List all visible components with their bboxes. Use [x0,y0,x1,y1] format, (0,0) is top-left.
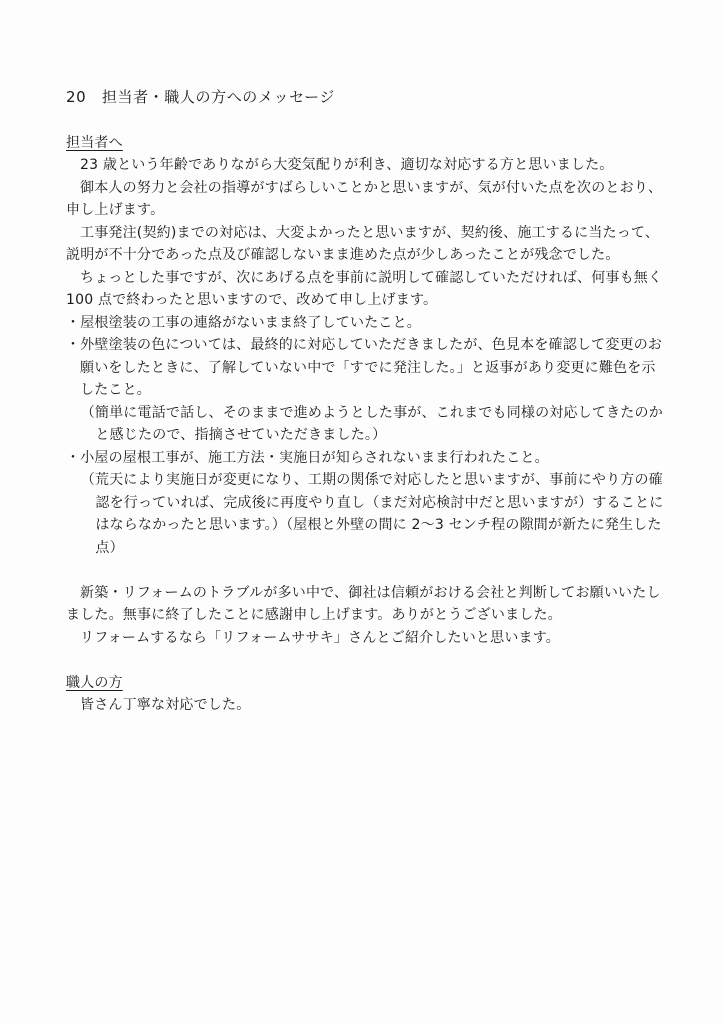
manager-paragraph-4: ちょっとした事ですが、次にあげる点を事前に説明して確認していただければ、何事も無く 100 点で終わったと思いますので、改めて申し上げます。 [66,269,663,308]
bullet-item-shed-roof: ・小屋の屋根工事が、施工方法・実施日が知らされないまま行われたこと。 [66,449,549,466]
craftsman-text: 皆さん丁寧な対応でした。 [80,697,251,713]
craftsman-heading: 職人の方 [66,674,123,691]
bullet-item-wall-color: ・外壁塗装の色については、最終的に対応していただきましたが、色見本を確認して変更のお願いをしたときに、了解していない中で「すでに発注した。」と返事があり変更に難色を示したこと。 [66,337,663,398]
spacer [66,559,666,582]
closing-paragraph-2: リフォームするなら「リフォームササキ」さんとご紹介したいと思います。 [80,629,560,646]
manager-paragraph-2: 御本人の努力と会社の指導がすばらしいことかと思いますが、気が付いた点を次のとおり、申し上げます。 [66,179,663,218]
manager-heading: 担当者へ [66,134,123,151]
page-title: 20 担当者・職人の方へのメッセージ [66,88,335,106]
bullet-item-roof-painting: ・屋根塗装の工事の連絡がないまま終了していたこと。 [66,314,421,331]
note-wall-color: （簡単に電話で話し、そのままで進めようとした事が、これまでも同様の対応してきたのかと感じたので、指摘させていただきました。） [80,404,663,443]
note-shed-roof: （荒天により実施日が変更になり、工期の関係で対応したと思いますが、事前にやり方の確認を行っていれば、完成後に再度やり直し（まだ対応検討中だと思いますが）することにはならなかったと思います。）（屋根と外壁の間に 2～3 センチ程の隙間が新たに発生した点） [80,472,664,556]
manager-paragraph-3: 工事発注(契約)までの対応は、大変よかったと思いますが、契約後、施工するに当たって、説明が不十分であった点及び確認しないまま進めた点が少しあったことが残念でした。 [66,224,660,263]
closing-paragraph-1: 新築・リフォームのトラブルが多い中で、御社は信頼がおける会社と判断してお願いいたしました。無事に終了したことに感謝申し上げます。ありがとうございました。 [66,584,661,623]
manager-paragraph-1: 23 歳という年齢でありながら大変気配りが利き、適切な対応する方と思いました。 [80,157,614,173]
document-body [66,86,666,717]
spacer [66,649,666,672]
